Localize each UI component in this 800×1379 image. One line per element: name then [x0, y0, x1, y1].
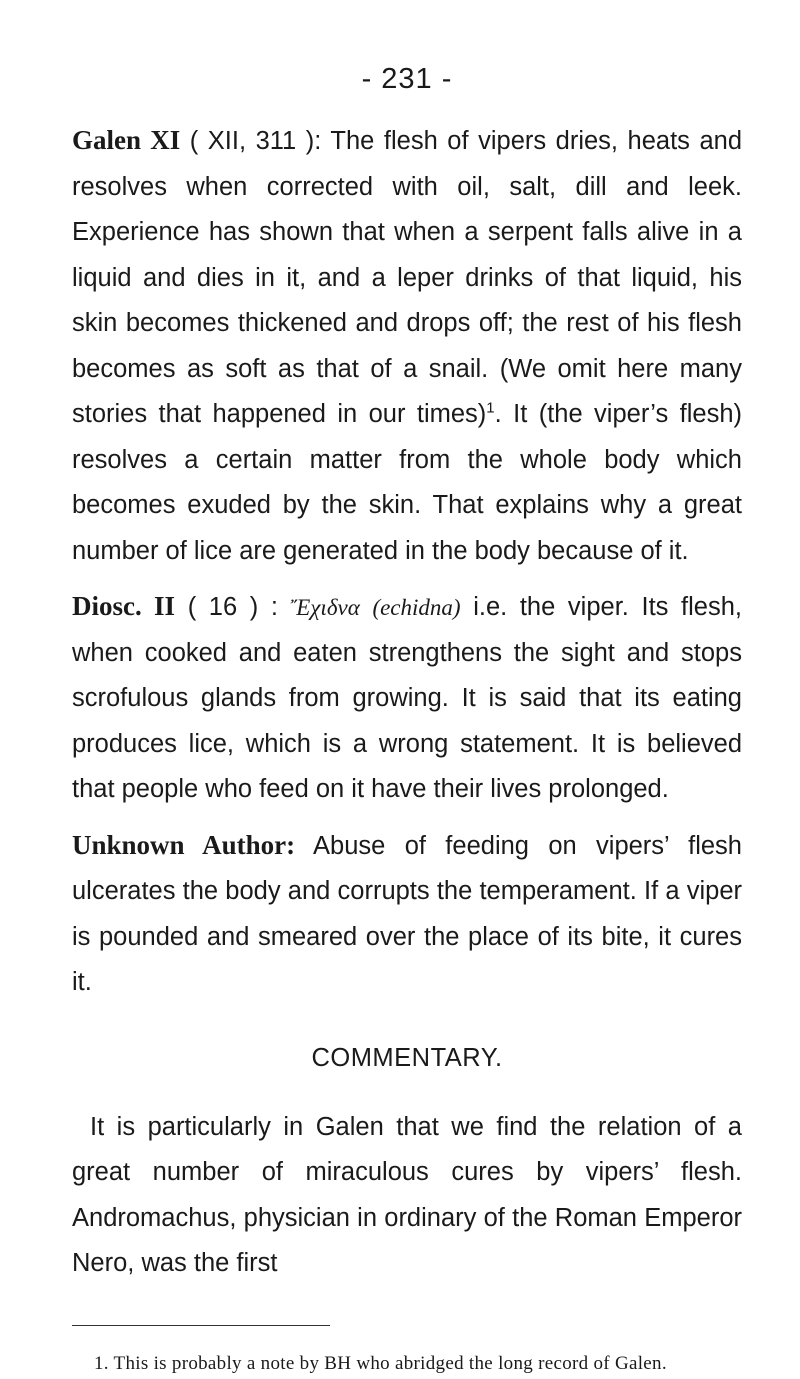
commentary-heading: COMMENTARY. [311, 1043, 503, 1072]
dioscorides-text: i.e. the viper. Its flesh, when cooked and eaten strengthens the sight and stops scrofulous glands from growing. It is said that its eating produces lice, which is a wrong statement. It is believed that people who feed on it have their lives prolonged. [72, 593, 742, 803]
dioscorides-reference: ( 16 ) : [175, 593, 291, 621]
commentary-text: It is particularly in Galen that we find the relation of a great number of miraculous cures by vipers’ flesh. Andromachus, physician in ordinary of the Roman Emperor Nero, was the first [72, 1112, 742, 1277]
galen-reference: ( XII, 311 ): [180, 127, 331, 155]
galen-paragraph [72, 118, 742, 574]
greek-term: Ἔχιδνα [290, 595, 360, 620]
page-body [72, 60, 742, 1379]
footnote: 1. This is probably a note by BH who abridged the long record of Galen. [94, 1352, 667, 1374]
galen-text-part-2: . It (the viper’s flesh) resolves a certain matter from the whole body which becomes exuded by the skin. That explains why a great number of lice are generated in the body because of it. [72, 400, 742, 565]
dioscorides-paragraph [72, 584, 742, 813]
unknown-author-source: Unknown Author: [72, 829, 296, 860]
unknown-author-text: Abuse of feeding on vipers’ flesh ulcerates the body and corrupts the temperament. If a viper is pounded and smeared over the place of its bite, it cures it. [72, 831, 742, 996]
page-number: - 231 - [361, 63, 453, 95]
galen-text-part-1: The flesh of vipers dries, heats and resolves when corrected with oil, salt, dill and leek. Experience has shown that when a serpent falls alive in a liquid and dies in it, and a leper drinks of that liquid, his skin becomes thickened and drops off; the rest of his flesh becomes as soft as that of a snail. (We omit here many stories that happened in our times) [72, 127, 742, 428]
dioscorides-source: Diosc. II [72, 591, 176, 621]
galen-source: Galen XI [72, 125, 181, 155]
footnote-divider [72, 1325, 330, 1326]
footnote-marker[interactable]: 1 [486, 399, 495, 417]
unknown-author-paragraph [72, 823, 742, 1006]
transliteration: (echidna) [372, 595, 461, 620]
